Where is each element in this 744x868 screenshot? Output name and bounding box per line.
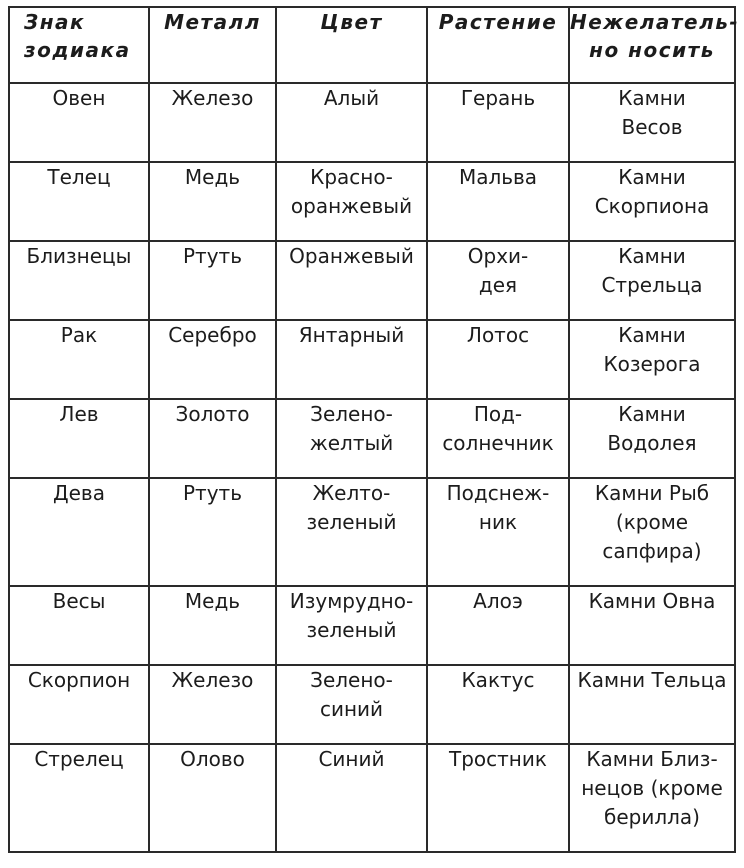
cell-plant: Мальва xyxy=(427,162,569,241)
cell-sign: Рак xyxy=(9,320,149,399)
cell-color: Красно- оранжевый xyxy=(276,162,427,241)
cell-sign: Близнецы xyxy=(9,241,149,320)
table-row xyxy=(9,162,735,241)
cell-color: Оранжевый xyxy=(276,241,427,320)
cell-sign: Лев xyxy=(9,399,149,478)
header-color: Цвет xyxy=(276,7,427,83)
cell-color: Алый xyxy=(276,83,427,162)
cell-avoid: Камни Скорпиона xyxy=(569,162,735,241)
cell-avoid: Камни Стрельца xyxy=(569,241,735,320)
table-row xyxy=(9,83,735,162)
header-plant: Растение xyxy=(427,7,569,83)
cell-sign: Овен xyxy=(9,83,149,162)
header-sign: Знак зодиака xyxy=(9,7,149,83)
cell-sign: Телец xyxy=(9,162,149,241)
table-row xyxy=(9,320,735,399)
cell-color: Зелено- желтый xyxy=(276,399,427,478)
cell-sign: Весы xyxy=(9,586,149,665)
cell-sign: Скорпион xyxy=(9,665,149,744)
cell-color: Янтарный xyxy=(276,320,427,399)
cell-avoid: Камни Тельца xyxy=(569,665,735,744)
cell-metal: Ртуть xyxy=(149,478,276,586)
cell-metal: Медь xyxy=(149,162,276,241)
cell-metal: Медь xyxy=(149,586,276,665)
table-row xyxy=(9,744,735,852)
cell-plant: Тростник xyxy=(427,744,569,852)
cell-plant: Подснеж- ник xyxy=(427,478,569,586)
cell-metal: Олово xyxy=(149,744,276,852)
cell-avoid: Камни Весов xyxy=(569,83,735,162)
cell-metal: Ртуть xyxy=(149,241,276,320)
cell-sign: Дева xyxy=(9,478,149,586)
table-row xyxy=(9,399,735,478)
cell-plant: Кактус xyxy=(427,665,569,744)
table-row xyxy=(9,586,735,665)
cell-plant: Алоэ xyxy=(427,586,569,665)
cell-color: Зелено- синий xyxy=(276,665,427,744)
cell-sign: Стрелец xyxy=(9,744,149,852)
zodiac-table xyxy=(8,6,740,853)
table-row xyxy=(9,241,735,320)
cell-avoid: Камни Водолея xyxy=(569,399,735,478)
cell-color: Желто- зеленый xyxy=(276,478,427,586)
cell-color: Синий xyxy=(276,744,427,852)
header-avoid: Нежелатель- но носить xyxy=(569,7,735,83)
cell-metal: Железо xyxy=(149,665,276,744)
cell-plant: Под- солнечник xyxy=(427,399,569,478)
cell-metal: Серебро xyxy=(149,320,276,399)
table-header-row xyxy=(9,7,735,83)
cell-avoid: Камни Козерога xyxy=(569,320,735,399)
cell-metal: Золото xyxy=(149,399,276,478)
cell-plant: Лотос xyxy=(427,320,569,399)
cell-plant: Герань xyxy=(427,83,569,162)
cell-avoid: Камни Рыб (кроме сапфира) xyxy=(569,478,735,586)
table-row xyxy=(9,478,735,586)
cell-color: Изумрудно- зеленый xyxy=(276,586,427,665)
header-metal: Металл xyxy=(149,7,276,83)
zodiac-table-container xyxy=(8,6,740,853)
cell-plant: Орхи- дея xyxy=(427,241,569,320)
cell-avoid: Камни Близ- нецов (кроме берилла) xyxy=(569,744,735,852)
cell-avoid: Камни Овна xyxy=(569,586,735,665)
cell-metal: Железо xyxy=(149,83,276,162)
table-row xyxy=(9,665,735,744)
